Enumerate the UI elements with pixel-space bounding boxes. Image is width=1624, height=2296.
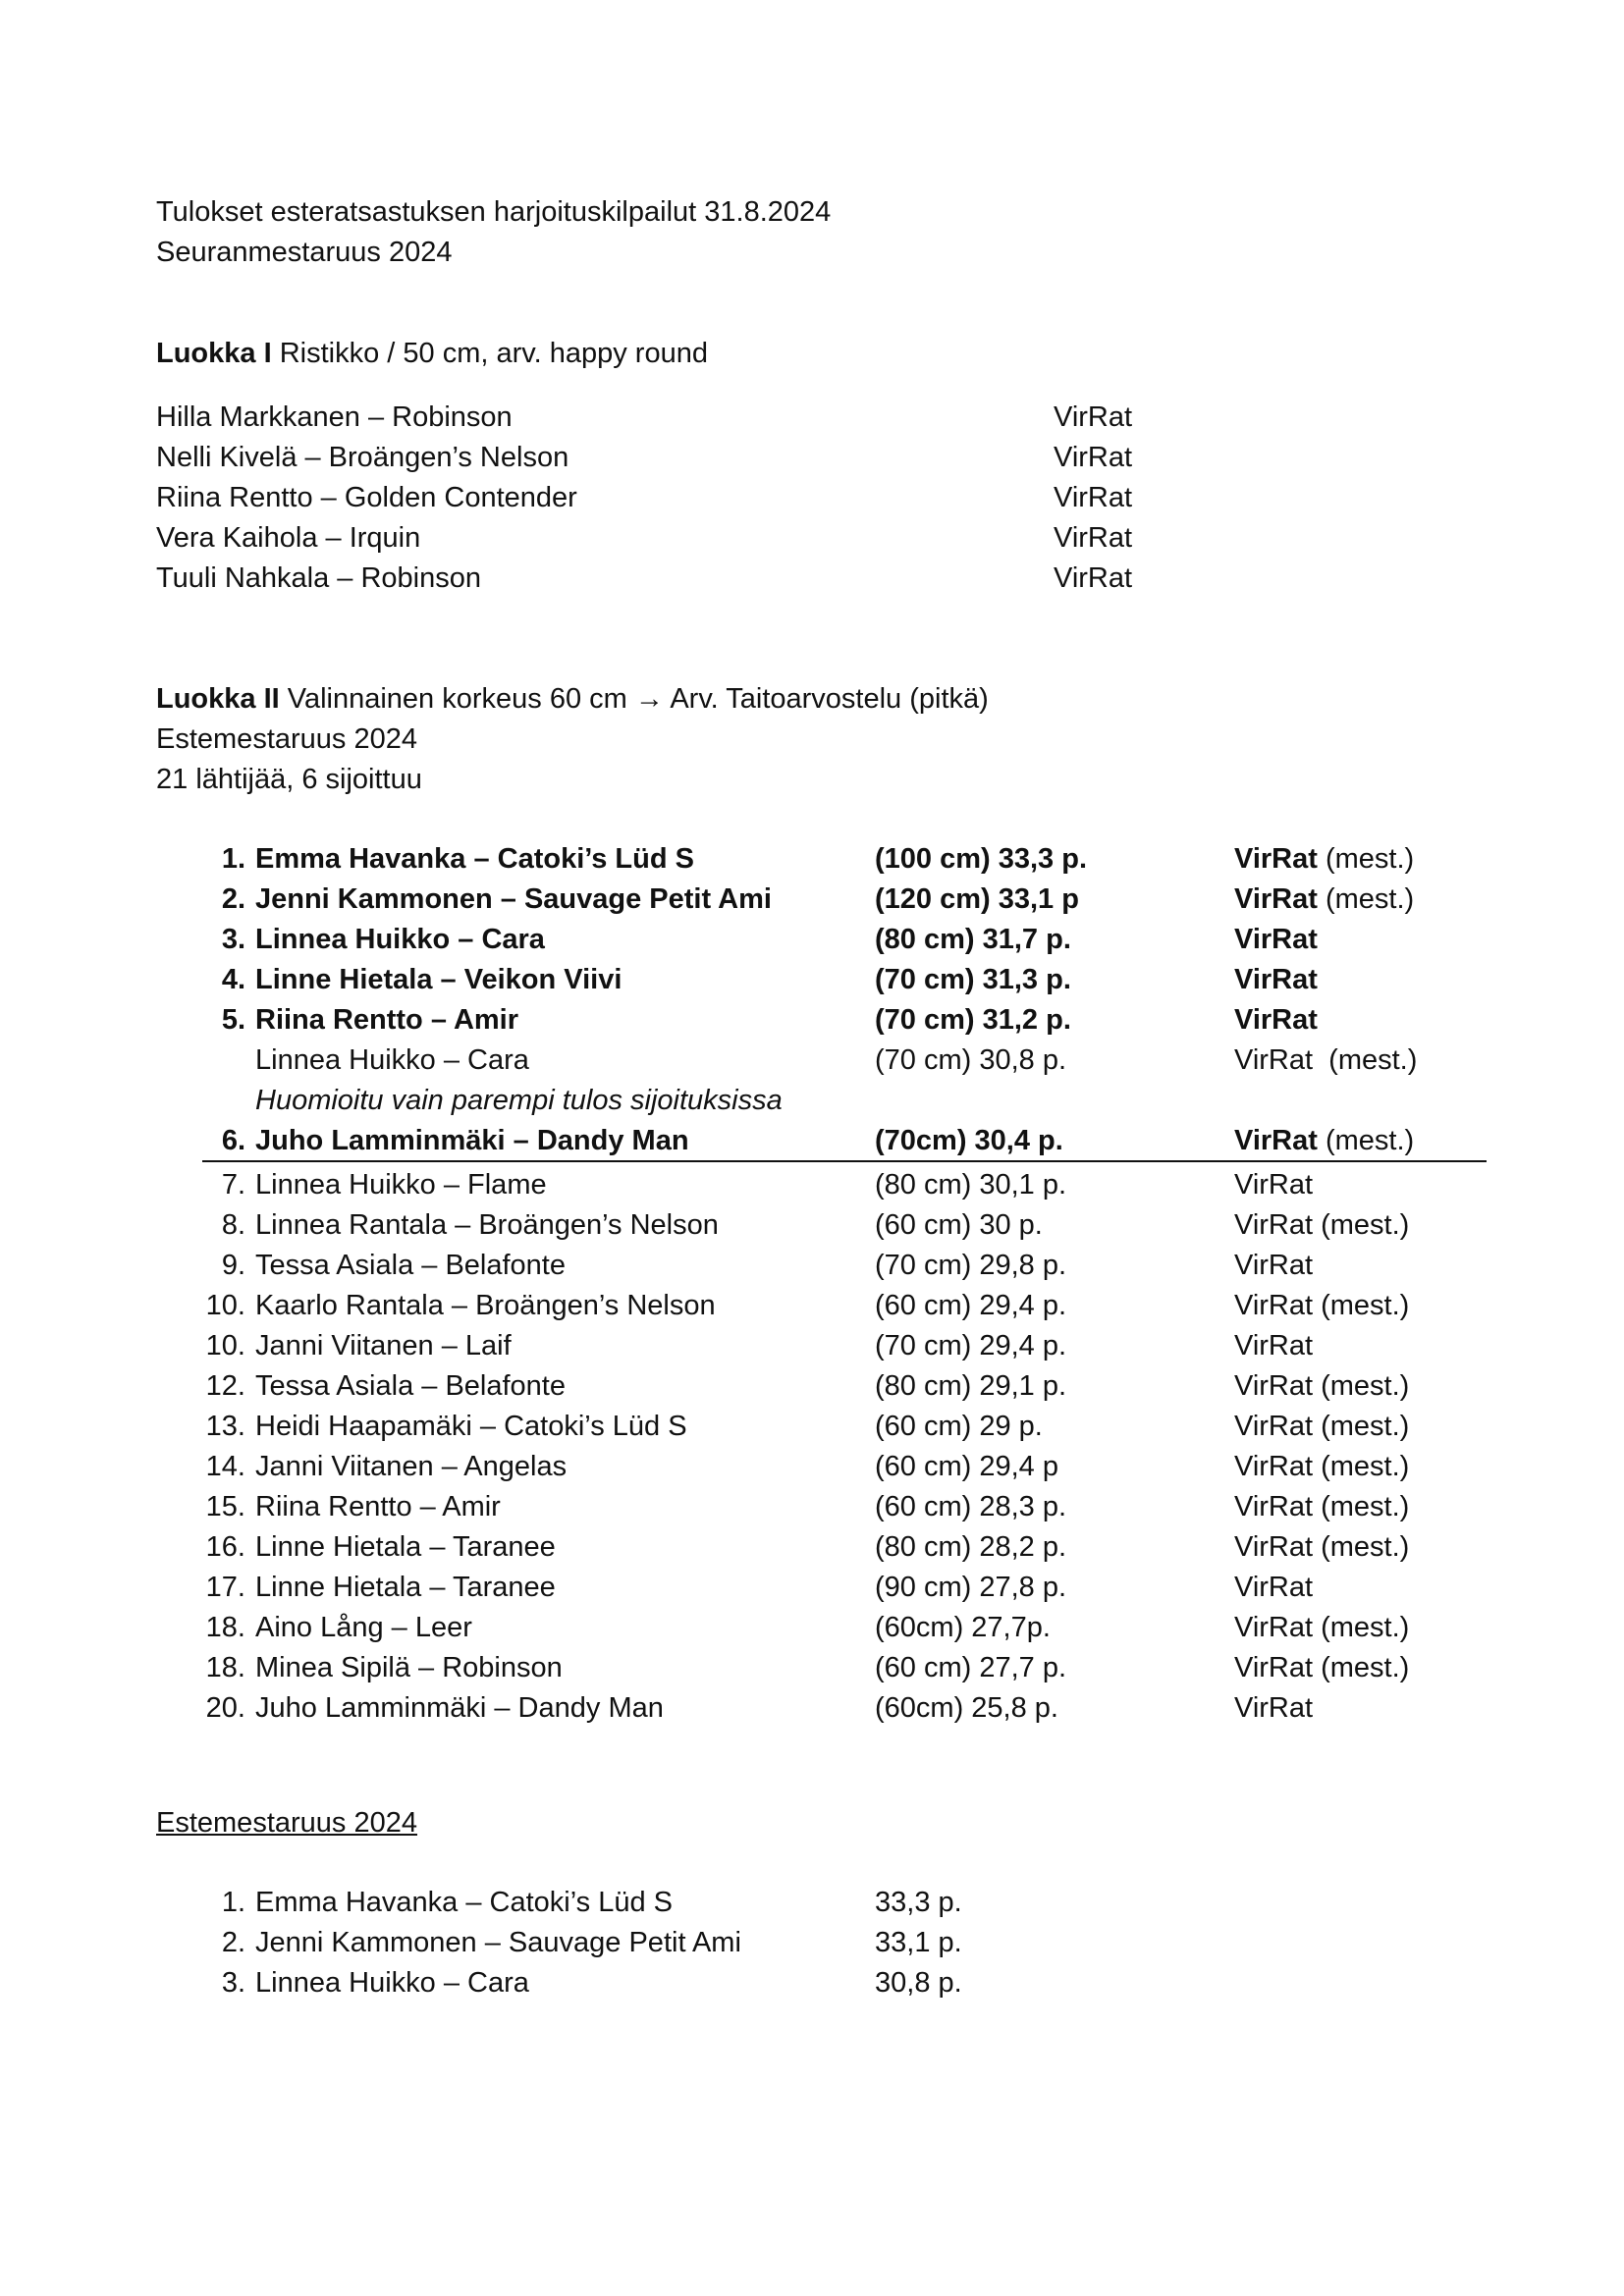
- class2-starters: 21 lähtijää, 6 sijoittuu: [156, 764, 422, 795]
- club: VirRat: [1234, 1572, 1314, 1603]
- club: VirRat: [1234, 964, 1318, 995]
- rider-horse: Janni Viitanen – Laif: [255, 1330, 512, 1362]
- club-note: (mest.): [1317, 883, 1415, 915]
- rank: 15.: [205, 1491, 245, 1522]
- result-row: [0, 1487, 1624, 1526]
- rider-horse: Hilla Markkanen – Robinson: [156, 401, 513, 433]
- class1-row: [0, 518, 1624, 558]
- club: VirRat (mest.): [1234, 1209, 1410, 1241]
- club-cell: [1234, 880, 1414, 919]
- result: (60 cm) 30 p.: [875, 1209, 1043, 1241]
- rank: 3.: [221, 1967, 245, 1999]
- result: (60 cm) 29 p.: [875, 1411, 1043, 1442]
- club: VirRat: [1234, 1004, 1318, 1036]
- rank: 18.: [205, 1612, 245, 1643]
- rider-horse: Emma Havanka – Catoki’s Lüd S: [255, 1887, 674, 1918]
- club-cell: [1234, 1121, 1414, 1160]
- class1-row: [0, 398, 1624, 437]
- placed-row: [0, 1000, 1624, 1040]
- club: VirRat: [1054, 562, 1133, 594]
- rider-horse: Linnea Rantala – Broängen’s Nelson: [255, 1209, 719, 1241]
- rank: 13.: [205, 1411, 245, 1442]
- result: (60 cm) 27,7 p.: [875, 1652, 1067, 1683]
- championship-row: [0, 1923, 1624, 1962]
- extra-row: [0, 1041, 1624, 1080]
- club: VirRat: [1234, 924, 1318, 955]
- club-cell: [1234, 1000, 1318, 1040]
- rider-horse: Linnea Huikko – Cara: [255, 1044, 529, 1076]
- rider-horse: Tessa Asiala – Belafonte: [255, 1250, 566, 1281]
- result-row: [0, 1688, 1624, 1728]
- rider-horse: Linne Hietala – Taranee: [255, 1531, 556, 1563]
- rider-horse: Linne Hietala – Taranee: [255, 1572, 556, 1603]
- class2-description: Valinnainen korkeus 60 cm → Arv. Taitoarvostelu (pitkä): [279, 683, 989, 715]
- class1-row: [0, 559, 1624, 598]
- rider-horse: Jenni Kammonen – Sauvage Petit Ami: [255, 1927, 741, 1958]
- rank: 5.: [221, 1004, 245, 1036]
- rider-horse: Tuuli Nahkala – Robinson: [156, 562, 482, 594]
- club-note: (mest.): [1317, 1125, 1415, 1156]
- result: (60 cm) 29,4 p: [875, 1451, 1058, 1482]
- result: (60cm) 27,7p.: [875, 1612, 1051, 1643]
- document-subtitle: Seuranmestaruus 2024: [156, 237, 453, 268]
- result: (70 cm) 29,8 p.: [875, 1250, 1067, 1281]
- result: (90 cm) 27,8 p.: [875, 1572, 1067, 1603]
- result: (120 cm) 33,1 p: [875, 883, 1079, 915]
- rider-horse: Kaarlo Rantala – Broängen’s Nelson: [255, 1290, 716, 1321]
- club: VirRat (mest.): [1234, 1451, 1410, 1482]
- club-cell: [1234, 960, 1318, 999]
- result: (70 cm) 31,2 p.: [875, 1004, 1071, 1036]
- rank: 20.: [205, 1692, 245, 1724]
- rider-horse: Vera Kaihola – Irquin: [156, 522, 421, 554]
- result: (60 cm) 29,4 p.: [875, 1290, 1067, 1321]
- rider-horse: Janni Viitanen – Angelas: [255, 1451, 568, 1482]
- championship-row: [0, 1963, 1624, 2002]
- result-row: [0, 1648, 1624, 1687]
- placement-divider: [202, 1160, 1487, 1162]
- class2-label: Luokka II: [156, 683, 280, 715]
- club: VirRat: [1234, 1330, 1314, 1362]
- result: (60cm) 25,8 p.: [875, 1692, 1058, 1724]
- result: (100 cm) 33,3 p.: [875, 843, 1087, 875]
- result-row: [0, 1286, 1624, 1325]
- placement-note: Huomioitu vain parempi tulos sijoituksissa: [255, 1085, 783, 1116]
- result: (80 cm) 28,2 p.: [875, 1531, 1067, 1563]
- result: (70 cm) 29,4 p.: [875, 1330, 1067, 1362]
- rank: 18.: [205, 1652, 245, 1683]
- result-row: [0, 1326, 1624, 1365]
- club: VirRat: [1234, 883, 1318, 915]
- championship-title: Estemestaruus 2024: [156, 1807, 417, 1839]
- document-title: Tulokset esteratsastuksen harjoituskilpailut 31.8.2024: [156, 196, 832, 228]
- club: VirRat (mest.): [1234, 1612, 1410, 1643]
- result: (70 cm) 31,3 p.: [875, 964, 1071, 995]
- rider-horse: Juho Lamminmäki – Dandy Man: [255, 1692, 664, 1724]
- result-row: [0, 1366, 1624, 1406]
- result: 33,1 p.: [875, 1927, 962, 1958]
- result: (70cm) 30,4 p.: [875, 1125, 1063, 1156]
- club: VirRat: [1054, 401, 1133, 433]
- club: VirRat (mest.): [1234, 1652, 1410, 1683]
- result-row: [0, 1246, 1624, 1285]
- rank: 2.: [221, 1927, 245, 1958]
- club: VirRat: [1234, 843, 1318, 875]
- rider-horse: Riina Rentto – Amir: [255, 1004, 519, 1036]
- rank: 1.: [221, 843, 245, 875]
- placed-row: [0, 960, 1624, 999]
- rank: 3.: [221, 924, 245, 955]
- rank: 16.: [205, 1531, 245, 1563]
- club: VirRat: [1054, 482, 1133, 513]
- rider-horse: Aino Lång – Leer: [255, 1612, 472, 1643]
- result: (80 cm) 30,1 p.: [875, 1169, 1067, 1201]
- club: VirRat: [1054, 522, 1133, 554]
- rank: 6.: [221, 1125, 245, 1156]
- rank: 14.: [205, 1451, 245, 1482]
- result-row: [0, 1447, 1624, 1486]
- placed-row: [0, 1121, 1624, 1160]
- rider-horse: Jenni Kammonen – Sauvage Petit Ami: [255, 883, 772, 915]
- rank: 12.: [205, 1370, 245, 1402]
- result: (60 cm) 28,3 p.: [875, 1491, 1067, 1522]
- rider-horse: Juho Lamminmäki – Dandy Man: [255, 1125, 689, 1156]
- club-cell: [1234, 839, 1414, 879]
- club: VirRat (mest.): [1234, 1290, 1410, 1321]
- note-row: [0, 1081, 1624, 1120]
- club-note: (mest.): [1317, 843, 1415, 875]
- rider-horse: Heidi Haapamäki – Catoki’s Lüd S: [255, 1411, 687, 1442]
- rank: 9.: [221, 1250, 245, 1281]
- rank: 10.: [205, 1290, 245, 1321]
- rider-horse: Tessa Asiala – Belafonte: [255, 1370, 566, 1402]
- rank: 7.: [221, 1169, 245, 1201]
- rider-horse: Nelli Kivelä – Broängen’s Nelson: [156, 442, 569, 473]
- rider-horse: Riina Rentto – Amir: [255, 1491, 501, 1522]
- rider-horse: Linnea Huikko – Flame: [255, 1169, 547, 1201]
- class1-label: Luokka I: [156, 338, 272, 369]
- rider-horse: Emma Havanka – Catoki’s Lüd S: [255, 843, 694, 875]
- result-row: [0, 1205, 1624, 1245]
- result-row: [0, 1608, 1624, 1647]
- rider-horse: Linnea Huikko – Cara: [255, 924, 545, 955]
- class2-subtitle: Estemestaruus 2024: [156, 723, 417, 755]
- club: VirRat: [1234, 1250, 1314, 1281]
- class2-heading: [156, 679, 989, 719]
- result-row: [0, 1568, 1624, 1607]
- result-row: [0, 1165, 1624, 1204]
- result: 33,3 p.: [875, 1887, 962, 1918]
- rank: 17.: [205, 1572, 245, 1603]
- championship-row: [0, 1883, 1624, 1922]
- result: (80 cm) 31,7 p.: [875, 924, 1071, 955]
- placed-row: [0, 839, 1624, 879]
- rider-horse: Riina Rentto – Golden Contender: [156, 482, 577, 513]
- club: VirRat (mest.): [1234, 1411, 1410, 1442]
- club-cell: [1234, 920, 1318, 959]
- rider-horse: Minea Sipilä – Robinson: [255, 1652, 563, 1683]
- rank: 10.: [205, 1330, 245, 1362]
- result: (80 cm) 29,1 p.: [875, 1370, 1067, 1402]
- club: VirRat (mest.): [1234, 1491, 1410, 1522]
- class1-description: Ristikko / 50 cm, arv. happy round: [271, 338, 708, 369]
- placed-row: [0, 880, 1624, 919]
- result: 30,8 p.: [875, 1967, 962, 1999]
- rank: 8.: [221, 1209, 245, 1241]
- rider-horse: Linnea Huikko – Cara: [255, 1967, 529, 1999]
- rider-horse: Linne Hietala – Veikon Viivi: [255, 964, 623, 995]
- club: VirRat (mest.): [1234, 1370, 1410, 1402]
- club: VirRat: [1234, 1692, 1314, 1724]
- club: VirRat: [1234, 1125, 1318, 1156]
- result-row: [0, 1407, 1624, 1446]
- club: VirRat: [1054, 442, 1133, 473]
- rank: 4.: [221, 964, 245, 995]
- club: VirRat: [1234, 1169, 1314, 1201]
- result: (70 cm) 30,8 p.: [875, 1044, 1067, 1076]
- rank: 2.: [221, 883, 245, 915]
- class1-heading: [156, 334, 708, 373]
- rank: 1.: [221, 1887, 245, 1918]
- club: VirRat (mest.): [1234, 1044, 1418, 1076]
- result-row: [0, 1527, 1624, 1567]
- placed-row: [0, 920, 1624, 959]
- class1-row: [0, 438, 1624, 477]
- class1-row: [0, 478, 1624, 517]
- club: VirRat (mest.): [1234, 1531, 1410, 1563]
